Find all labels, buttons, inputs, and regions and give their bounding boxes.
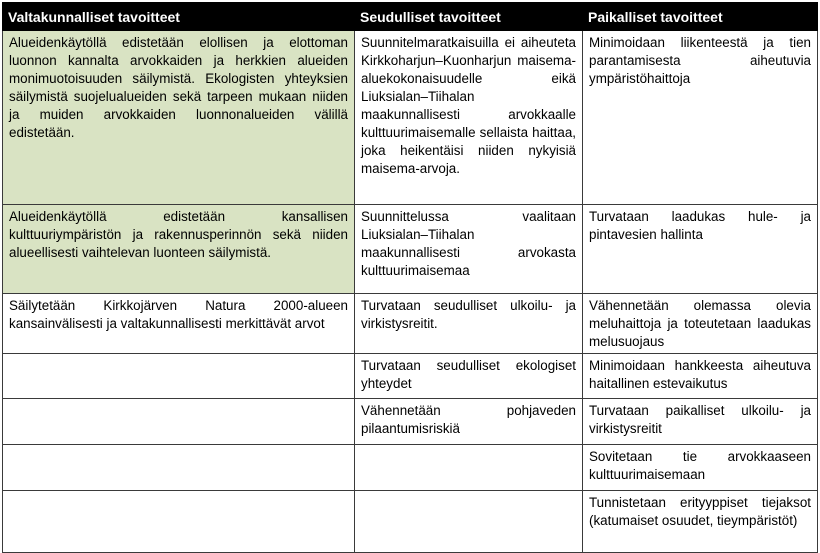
regional-goal-cell: Vähennetään pohjaveden pilaantumisriskiä [355,399,583,445]
national-goal-cell [3,399,355,445]
regional-goal-cell [355,491,583,553]
local-goal-cell: Tunnistetaan erityyppiset tiejaksot (katumaiset osuudet, tieympäristöt) [583,491,818,553]
goals-table [2,2,818,553]
table-row [3,399,818,445]
regional-goal-cell: Turvataan seudulliset ekologiset yhteydet [355,354,583,399]
local-goal-cell: Sovitetaan tie arvokkaaseen kulttuurimaisemaan [583,445,818,491]
table-header-row [3,3,818,31]
local-goal-cell: Turvataan paikalliset ulkoilu- ja virkistysreitit [583,399,818,445]
table-row [3,354,818,399]
local-goal-cell: Minimoidaan hankkeesta aiheutuva haitallinen estevaikutus [583,354,818,399]
national-goal-cell: Säilytetään Kirkkojärven Natura 2000-alueen kansainvälisesti ja valtakunnallisesti merkittävät arvot [3,294,355,354]
local-goal-cell: Turvataan laadukas hule- ja pintavesien hallinta [583,205,818,294]
header-national: Valtakunnalliset tavoitteet [3,3,355,31]
table-row [3,491,818,553]
local-goal-cell: Minimoidaan liikenteestä ja tien parantamisesta aiheutuvia ympäristöhaittoja [583,31,818,205]
header-local: Paikalliset tavoitteet [583,3,818,31]
local-goal-cell: Vähennetään olemassa olevia meluhaittoja ja toteutetaan laadukas melusuojaus [583,294,818,354]
table-row [3,294,818,354]
table-row [3,31,818,205]
regional-goal-cell: Turvataan seudulliset ulkoilu- ja virkistysreitit. [355,294,583,354]
table-row [3,445,818,491]
national-goal-cell: Alueidenkäytöllä edistetään elollisen ja elottoman luonnon kannalta arvokkaiden ja herkkien alueiden monimuotoisuuden säilymistä. Ekologisten yhteyksien säilymistä suojelualueiden sekä tarpeen mukaan niiden ja muiden arvokkaiden luonnonalueiden välillä edistetään. [3,31,355,205]
goals-table-container [2,2,818,553]
header-regional: Seudulliset tavoitteet [355,3,583,31]
regional-goal-cell [355,445,583,491]
national-goal-cell [3,445,355,491]
table-row [3,205,818,294]
national-goal-cell [3,491,355,553]
regional-goal-cell: Suunnittelussa vaalitaan Liuksialan–Tiihalan maakunnallisesti arvokasta kulttuurimaisemaa [355,205,583,294]
national-goal-cell: Alueidenkäytöllä edistetään kansallisen kulttuuriympäristön ja rakennusperinnön sekä niiden alueellisesti vaihtelevan luonteen säilymistä. [3,205,355,294]
regional-goal-cell: Suunnitelmaratkaisuilla ei aiheuteta Kirkkoharjun–Kuonharjun maisema-aluekokonaisuudelle eikä Liuksialan–Tiihalan maakunnallisesti arvokkaalle kulttuurimaisemalle sellaista haittaa, joka heikentäisi niiden nykyisiä maisema-arvoja. [355,31,583,205]
national-goal-cell [3,354,355,399]
